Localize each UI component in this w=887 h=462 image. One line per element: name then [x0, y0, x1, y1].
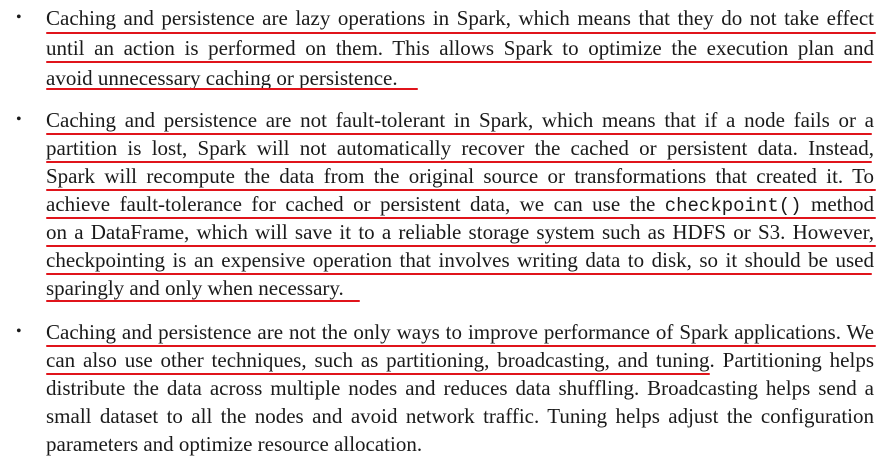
- text-line: [46, 106, 874, 134]
- bullet-point: •: [16, 323, 22, 340]
- highlight-underline: [46, 189, 876, 191]
- text-line: [46, 374, 874, 402]
- highlight-underline: [46, 300, 360, 302]
- highlight-underline: [46, 217, 876, 219]
- text-line: [46, 274, 874, 302]
- text-line: [46, 246, 874, 274]
- highlight-underline: [46, 245, 876, 247]
- line-text: method: [801, 192, 874, 216]
- text-line: [46, 318, 874, 346]
- bullet-point: •: [16, 9, 22, 26]
- highlight-underline: [46, 61, 872, 63]
- line-text: parameters and optimize resource allocation.: [46, 432, 423, 456]
- line-text: distribute the data across multiple nodes and reduces data shuffling. Broadcasting helps send a: [46, 376, 874, 400]
- highlight-underline: [46, 373, 710, 375]
- line-text: Caching and persistence are lazy operations in Spark, which means that they do not take effect: [46, 6, 874, 30]
- text-line: [46, 218, 874, 246]
- text-line: [46, 430, 874, 458]
- highlight-underline: [46, 273, 872, 275]
- highlight-underline: [46, 88, 418, 90]
- line-text: sparingly and only when necessary.: [46, 276, 344, 300]
- text-line: [46, 162, 874, 190]
- line-text: on a DataFrame, which will save it to a reliable storage system such as HDFS or S3. However,: [46, 220, 874, 244]
- line-text: until an action is performed on them. This allows Spark to optimize the execution plan and: [46, 36, 874, 60]
- line-text: Spark will recompute the data from the original source or transformations that created it. To: [46, 164, 874, 188]
- line-text: achieve fault-tolerance for cached or persistent data, we can use the: [46, 192, 665, 216]
- text-line: [46, 402, 874, 430]
- line-text: can also use other techniques, such as partitioning, broadcasting, and tuning. Partitioning helps: [46, 348, 874, 372]
- text-line: [46, 346, 874, 374]
- highlight-underline: [46, 133, 872, 135]
- bullet-point: •: [16, 111, 22, 128]
- line-text: partition is lost, Spark will not automatically recover the cached or persistent data. Instead,: [46, 136, 874, 160]
- line-text: small dataset to all the nodes and avoid network traffic. Tuning helps adjust the configuration: [46, 404, 874, 428]
- highlight-underline: [46, 161, 872, 163]
- code-checkpoint: checkpoint(): [664, 195, 802, 217]
- text-line: [46, 134, 874, 162]
- highlight-underline: [46, 345, 876, 347]
- line-text: avoid unnecessary caching or persistence.: [46, 66, 398, 90]
- line-text: Caching and persistence are not the only ways to improve performance of Spark applications. We: [46, 320, 874, 344]
- line-text: checkpointing is an expensive operation that involves writing data to disk, so it should be used: [46, 248, 874, 272]
- text-line: [46, 34, 874, 62]
- highlight-underline: [46, 32, 876, 34]
- line-text: Caching and persistence are not fault-tolerant in Spark, which means that if a node fails or a: [46, 108, 874, 132]
- text-line: [46, 190, 874, 218]
- text-line: [46, 4, 874, 32]
